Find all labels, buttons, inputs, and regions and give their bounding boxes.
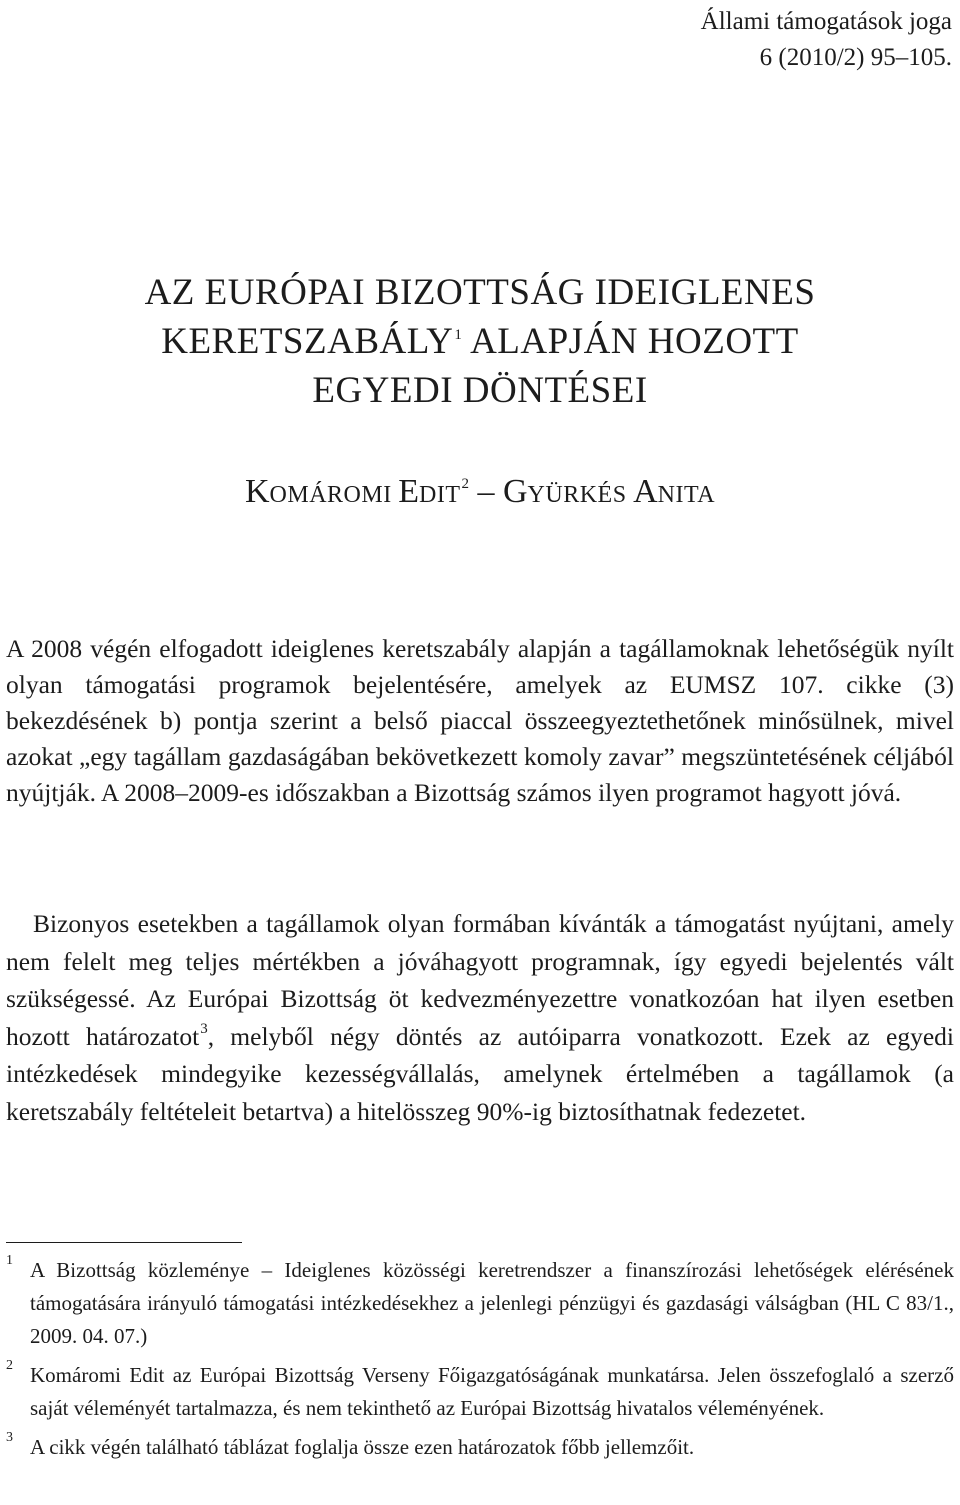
- footnote-number: 3: [6, 1430, 13, 1445]
- footnote-divider: [6, 1242, 242, 1243]
- author-line: [0, 470, 960, 517]
- title-line-3: EGYEDI DÖNTÉSEI: [312, 370, 648, 411]
- footnote-ref-3[interactable]: 3: [200, 1020, 208, 1037]
- author-1: KOMÁROMI EDIT: [244, 473, 461, 510]
- footnote-text: A cikk végén található táblázat foglalja össze ezen határozatok főbb jellemzőit.: [30, 1435, 695, 1459]
- title-line-2-part-b: ALAPJÁN HOZOTT: [462, 321, 799, 362]
- footnote-text: Komáromi Edit az Európai Bizottság Verseny Főigazgatóságának munkatársa. Jelen összefoglaló a szerző saját véleményét tartalmazza, és nem tekinthető az Európai Bizottság hivatalos véleményének.: [30, 1363, 954, 1420]
- footnote-1: [6, 1254, 954, 1353]
- author-separator: –: [468, 473, 503, 510]
- footnote-text: A Bizottság közleménye – Ideiglenes közösségi keretrendszer a finanszírozási lehetőségek elérésének támogatására irányuló támogatási intézkedésekhez a jelenlegi pénzügyi és gazdasági válságban (HL C 83/1., 2009. 04. 07.): [30, 1258, 954, 1348]
- body-text: [6, 905, 954, 1130]
- footnote-number: 1: [6, 1253, 13, 1268]
- author-2: GYÜRKÉS ANITA: [502, 473, 716, 510]
- title-line-2-part-a: KERETSZABÁLY: [161, 321, 454, 362]
- footnote-2: [6, 1359, 954, 1425]
- footnote-3: [6, 1431, 954, 1464]
- body-paragraph: Bizonyos esetekben a tagállamok olyan formában kívánták a támogatást nyújtani, amely nem felelt meg teljes mértékben a jóváhagyott programnak, így egyedi bejelentés vált szükségessé. Az Európai Bizottság öt kedvezményezettre vonatkozóan hat ilyen esetben hozott határozatot$^3$, melyből négy döntés az autóiparra vonatkozott. Ezek az egyedi intézkedések mindegyike kezességvállalás, amelynek értelmében a tagállamok (a keretszabály feltételeit betartva) a hitelösszeg 90%-ig biztosíthatnak fedezetet.: [6, 909, 954, 1126]
- journal-issue: 6 (2010/2) 95–105.: [759, 44, 952, 71]
- footnote-ref-1[interactable]: 1: [454, 327, 463, 343]
- title-line-1: AZ EURÓPAI BIZOTTSÁG IDEIGLENES: [144, 272, 816, 313]
- journal-name: Állami támogatások joga: [700, 8, 952, 35]
- running-header: [552, 4, 952, 76]
- footnotes: [6, 1254, 954, 1470]
- footnote-number: 2: [6, 1358, 13, 1373]
- article-title: [0, 268, 960, 415]
- abstract-paragraph: A 2008 végén elfogadott ideiglenes keretszabály alapján a tagállamoknak lehetőségük nyílt olyan támogatási programok bejelentésére, amelyek az EUMSZ 107. cikke (3) bekezdésének b) pontja szerint a belső piaccal összeegyeztethetőnek minősülnek, mivel azokat „egy tagállam gazdaságában bekövetkezett komoly zavar” megszüntetésének céljából nyújtják. A 2008–2009-es időszakban a Bizottság számos ilyen programot hagyott jóvá.: [6, 634, 954, 807]
- title-line-2: [0, 317, 960, 366]
- footnote-ref-2[interactable]: 2: [461, 476, 469, 492]
